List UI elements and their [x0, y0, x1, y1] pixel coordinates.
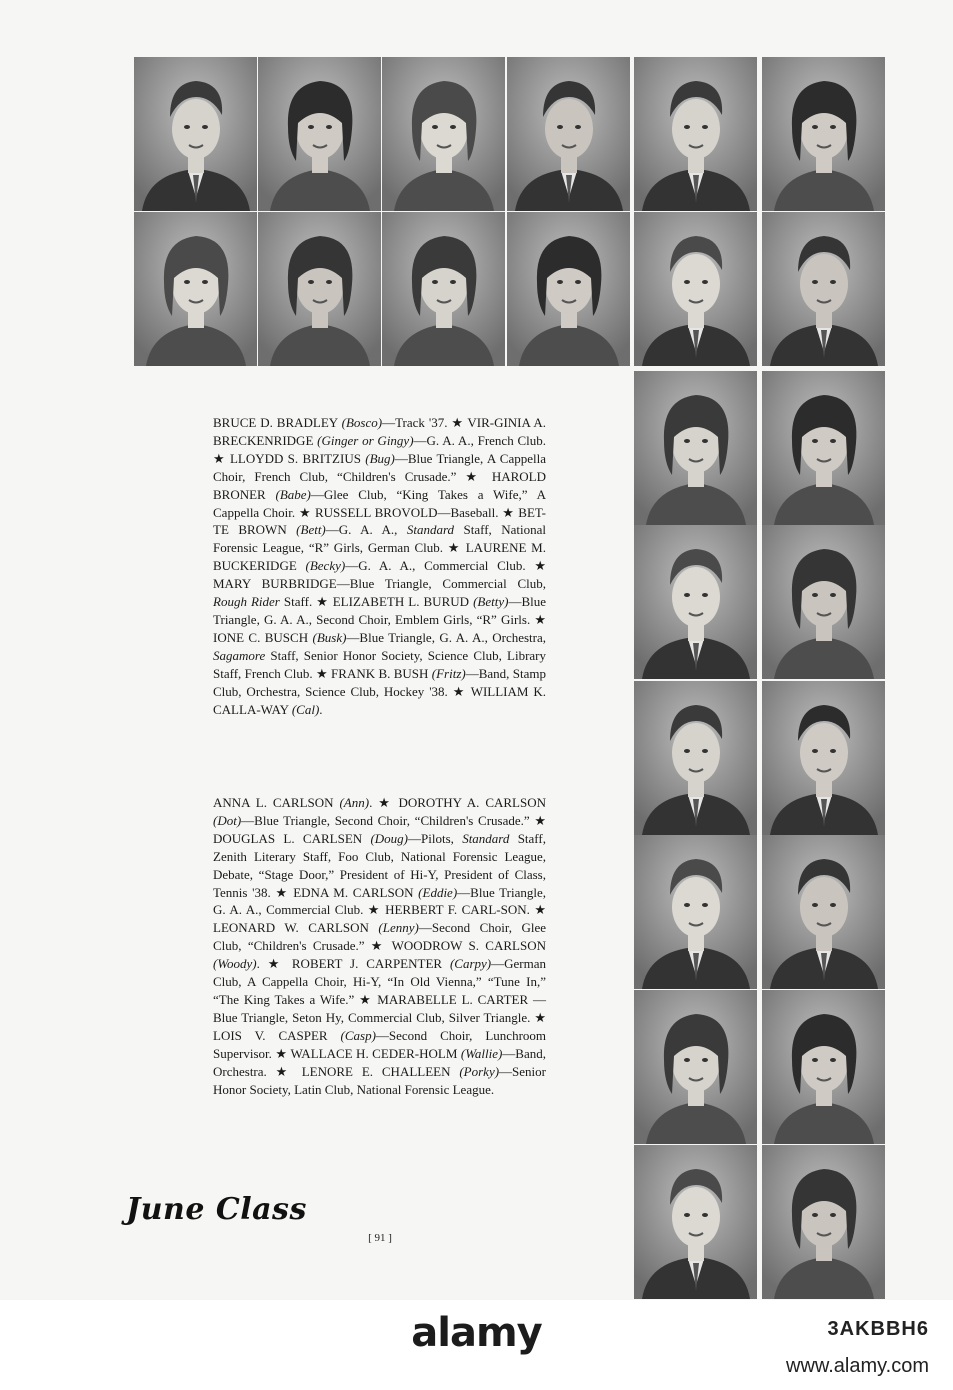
- student-portrait: [258, 57, 381, 211]
- student-portrait: [762, 212, 885, 366]
- student-portrait: [634, 1145, 757, 1299]
- student-portrait: [762, 1145, 885, 1299]
- student-portrait: [382, 57, 505, 211]
- student-portrait: [762, 990, 885, 1144]
- student-portrait: [507, 57, 630, 211]
- section-title: June Class: [126, 1192, 307, 1227]
- student-portrait: [382, 212, 505, 366]
- bio-paragraph-2: ANNA L. CARLSON (Ann). ★ DOROTHY A. CARLSON (Dot)—Blue Triangle, Second Choir, “Children's Crusade.” ★ DOUGLAS L. CARLSEN (Doug)—Pilots, Standard Staff, Zenith Literary Staff, Foo Club, National Forensic League, Debate, “Stage Door,” President of Hi-Y, President of Class, Tennis '38. ★ EDNA M. CARLSON (Eddie)—Blue Triangle, G. A. A., Commercial Club. ★ HERBERT F. CARL-SON. ★ LEONARD W. CARLSON (Lenny)—Second Choir, Glee Club, “Children's Crusade.” ★ WOODROW S. CARLSON (Woody). ★ ROBERT J. CARPENTER (Carpy)—German Club, A Cappella Choir, Hi-Y, “In Old Vienna,” “Tune In,” “The King Takes a Wife.” ★ MARABELLE L. CARTER —Blue Triangle, Seton Hy, Commercial Club, Silver Triangle. ★ LOIS V. CASPER (Casp)—Second Choir, Lunchroom Supervisor. ★ WALLACE H. CEDER-HOLM (Wallie)—Band, Orchestra. ★ LENORE E. CHALLEEN (Porky)—Senior Honor Society, Latin Club, National Forensic League.: [213, 795, 547, 1097]
- student-portrait: [762, 525, 885, 679]
- student-portrait: [762, 57, 885, 211]
- student-portrait: [634, 525, 757, 679]
- page-number: [ 91 ]: [368, 1232, 392, 1244]
- watermark-url: www.alamy.com: [786, 1355, 929, 1377]
- student-portrait: [134, 57, 257, 211]
- student-portrait: [634, 212, 757, 366]
- watermark-info: [629, 1318, 929, 1378]
- student-portrait: [762, 371, 885, 525]
- student-portrait: [258, 212, 381, 366]
- watermark-logo: alamy: [411, 1310, 542, 1356]
- student-portrait: [634, 681, 757, 835]
- student-portrait: [762, 681, 885, 835]
- student-portrait: [507, 212, 630, 366]
- student-portrait: [762, 835, 885, 989]
- student-portrait: [634, 990, 757, 1144]
- watermark-footer: [0, 1300, 953, 1390]
- student-portrait: [634, 57, 757, 211]
- student-portrait: [634, 371, 757, 525]
- image-code: 3AKBBH6: [827, 1318, 929, 1340]
- bio-paragraph-1: BRUCE D. BRADLEY (Bosco)—Track '37. ★ VIR-GINIA A. BRECKENRIDGE (Ginger or Gingy)—G. A. A., French Club. ★ LLOYDD S. BRITZIUS (Bug)—Blue Triangle, A Cappella Choir, French Club, “Children's Crusade.” ★ HAROLD BRONER (Babe)—Glee Club, “King Takes a Wife,” A Cappella Choir. ★ RUSSELL BROVOLD—Baseball. ★ BET-TE BROWN (Bett)—G. A. A., Standard Staff, National Forensic League, “R” Girls, German Club. ★ LAURENE M. BUCKERIDGE (Becky)—G. A. A., Commercial Club. ★ MARY BURBRIDGE—Blue Triangle, Commercial Club, Rough Rider Staff. ★ ELIZABETH L. BURUD (Betty)—Blue Triangle, G. A. A., Second Choir, Emblem Girls, “R” Girls. ★ IONE C. BUSCH (Busk)—Blue Triangle, G. A. A., Orchestra, Sagamore Staff, Senior Honor Society, Science Club, Library Staff, French Club. ★ FRANK B. BUSH (Fritz)—Band, Stamp Club, Orchestra, Science Club, Hockey '38. ★ WILLIAM K. CALLA-WAY (Cal).: [213, 415, 547, 717]
- student-portrait: [634, 835, 757, 989]
- student-portrait: [134, 212, 257, 366]
